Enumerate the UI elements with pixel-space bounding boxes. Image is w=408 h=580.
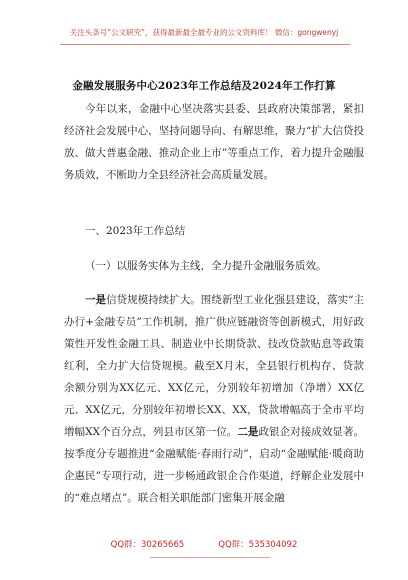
point2-lead: 二是 (237, 426, 259, 438)
footer-qq-group-1: QQ群：30265665 (110, 540, 185, 550)
footer-contacts (0, 538, 408, 550)
subsection-heading: （一）以服务实体为主线，全力提升金融服务质效。 (85, 260, 327, 272)
point2-text: 政银企对接成效显著。按季度分专题推进“金融赋能·春雨行动”，启动“金融赋能·暖商助企惠民”专项行动，进一步畅通政银企合作渠道，纾解企业发展中的“难点堵点”。联合相关职能部门密集开展金融 (64, 426, 365, 504)
footer-qq-group-2: QQ群：535304092 (218, 540, 298, 550)
section-heading: 一、2023年工作总结 (85, 225, 186, 237)
header-divider (60, 44, 350, 45)
header-banner: 关注头条号“公文研究”，获得最新最全最专业的公文资料库！ 微信：gongwenyj (69, 28, 339, 37)
point1-text: 信贷规模持续扩大。围绕新型工业化强县建设，落实“主办行+金融专员”工作机制，推广供应链融资等创新模式，用好政策性开发性金融工具、制造业中长期贷款、技改贷款贴息等政策红利，全力扩大信贷规模。截至X月末，全县银行机构存、贷款余额分别为XX亿元、XX亿元，分别较年初增加（净增）XX亿元、XX亿元，分别较年初增长XX、XX，贷款增幅高于全市平均增幅XX个百分点，列县市区第一位。 (64, 294, 365, 438)
intro-paragraph: 今年以来，金融中心坚决落实县委、县政府决策部署，紧扣经济社会发展中心，坚持问题导向、有解思维，聚力“扩大信贷投放、做大普惠金融、推动企业上市”等重点工作，着力提升金融服务质效，不断助力全县经济社会高质量发展。 (64, 103, 364, 181)
document-title: 金融发展服务中心2023年工作总结及2024年工作打算 (72, 80, 336, 92)
body-paragraph (64, 289, 364, 509)
point1-lead: 一是 (85, 294, 107, 306)
footer-divider (150, 557, 270, 558)
